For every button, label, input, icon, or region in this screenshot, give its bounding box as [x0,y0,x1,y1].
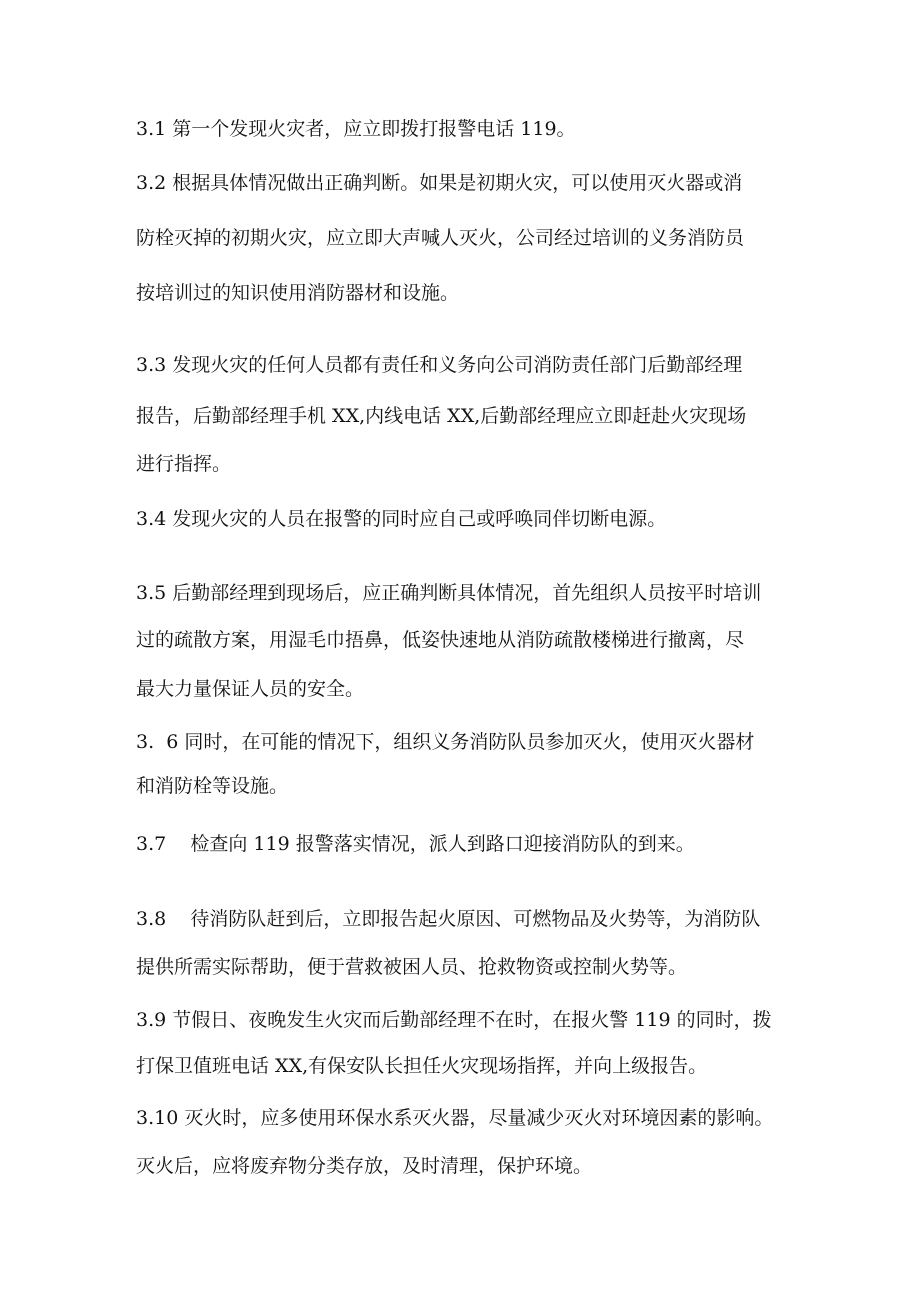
clause-3-6-line-2: 和消防栓等设施。 [136,775,289,797]
clause-3-10-line-2: 灭火后，应将废弃物分类存放，及时清理，保护环境。 [136,1155,593,1177]
clause-3-7-line-1: 3.7 检查向 119 报警落实情况，派人到路口迎接消防队的到来。 [136,833,695,855]
clause-3-3-line-1: 3.3 发现火灾的任何人员都有责任和义务向公司消防责任部门后勤部经理 [136,354,743,376]
clause-3-3-line-3: 进行指挥。 [136,453,232,475]
clause-3-9-line-1: 3.9 节假日、夜晚发生火灾而后勤部经理不在时，在报火警 119 的同时，拨 [136,1009,772,1031]
clause-3-1-line-1: 3.1 第一个发现火灾者，应立即拨打报警电话 119。 [136,118,576,140]
clause-3-4-line-1: 3.4 发现火灾的人员在报警的同时应自己或呼唤同伴切断电源。 [136,508,667,530]
clause-3-8-line-2: 提供所需实际帮助，便于营救被困人员、抢救物资或控制火势等。 [136,956,688,978]
clause-3-8-line-1: 3.8 待消防队赶到后，立即报告起火原因、可燃物品及火势等，为消防队 [136,908,761,930]
clause-3-5-line-3: 最大力量保证人员的安全。 [136,678,365,700]
clause-3-2-line-2: 防栓灭掉的初期火灾，应立即大声喊人灭火，公司经过培训的义务消防员 [136,227,745,249]
clause-3-9-line-2: 打保卫值班电话 XX,有保安队长担任火灾现场指挥，并向上级报告。 [136,1055,708,1077]
clause-3-2-line-3: 按培训过的知识使用消防器材和设施。 [136,282,460,304]
clause-3-2-line-1: 3.2 根据具体情况做出正确判断。如果是初期火灾，可以使用灭火器或消 [136,172,743,194]
clause-3-5-line-2: 过的疏散方案，用湿毛巾捂鼻，低姿快速地从消防疏散楼梯进行撤离，尽 [136,629,745,651]
clause-3-5-line-1: 3.5 后勤部经理到现场后，应正确判断具体情况，首先组织人员按平时培训 [136,582,762,604]
clause-3-10-line-1: 3.10 灭火时，应多使用环保水系灭火器，尽量减少灭火对环境因素的影响。 [136,1107,774,1129]
clause-3-6-line-1: 3. 6 同时，在可能的情况下，组织义务消防队员参加灭火，使用灭火器材 [136,731,755,753]
clause-3-3-line-2: 报告，后勤部经理手机 XX,内线电话 XX,后勤部经理应立即赶赴火灾现场 [136,405,747,427]
